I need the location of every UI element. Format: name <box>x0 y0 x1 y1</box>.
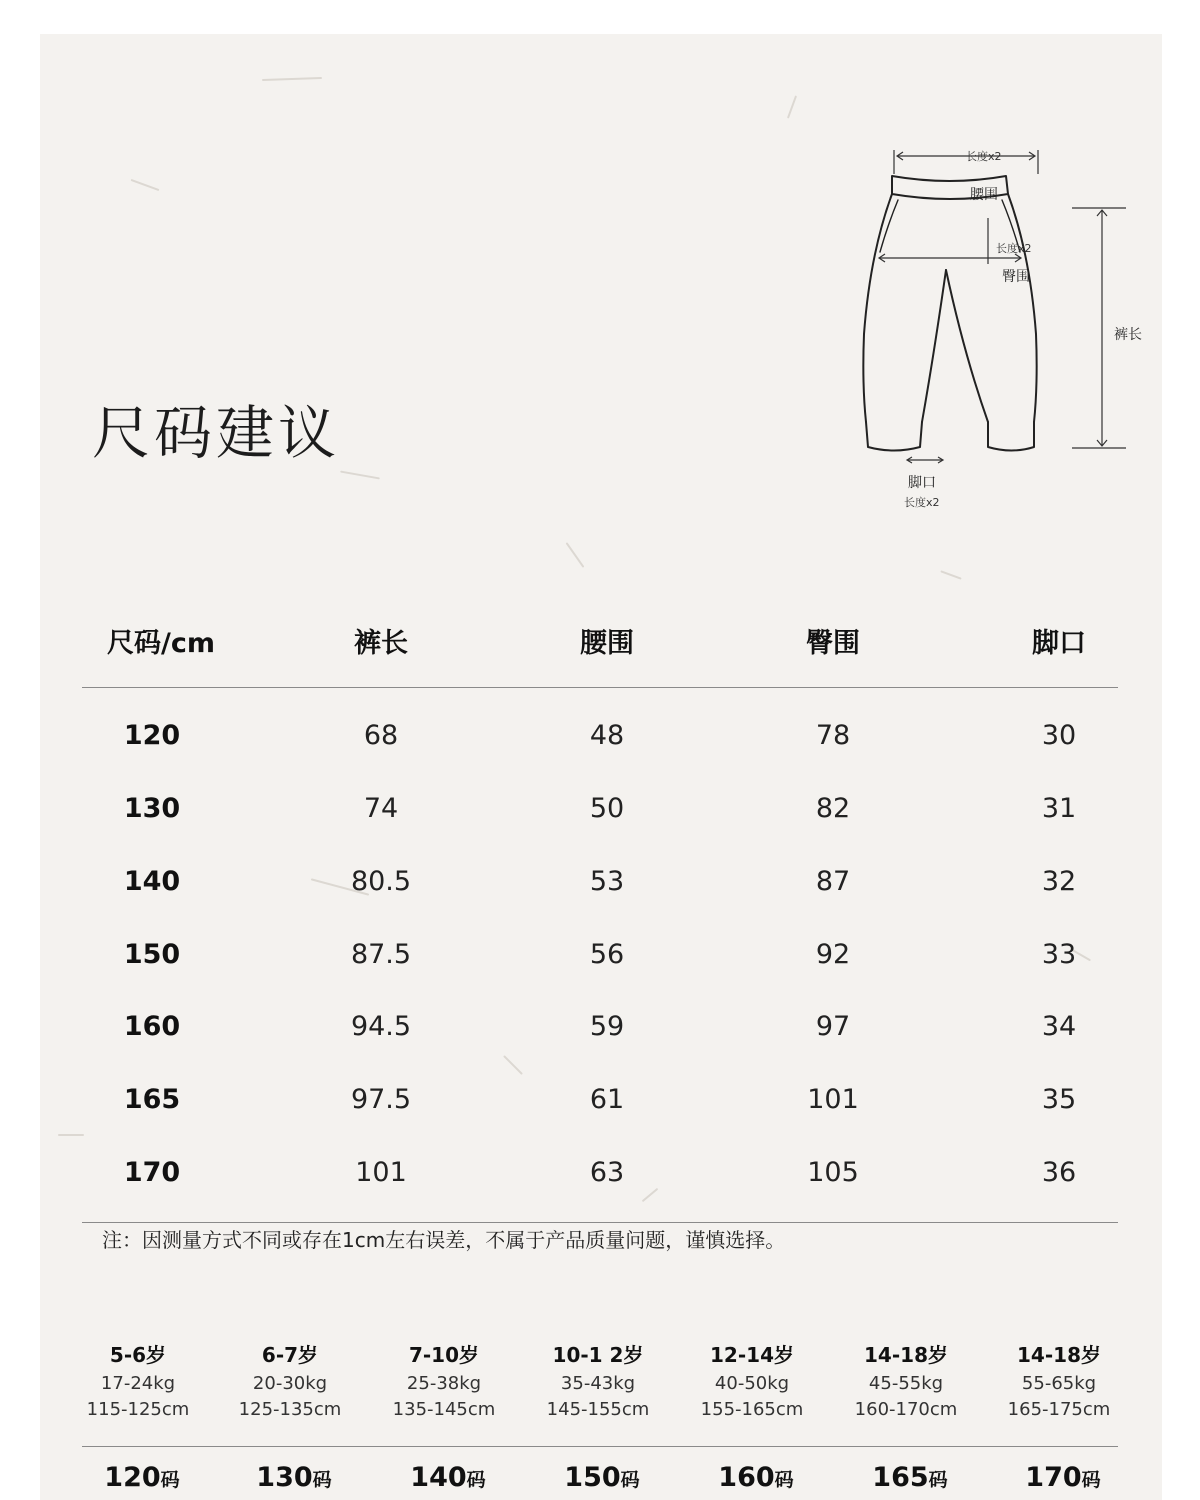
table-row <box>82 1157 1118 1230</box>
size-code <box>564 1462 639 1493</box>
hip-measure-note: 长度x2 <box>996 242 1032 255</box>
cell-hip: 92 <box>815 939 851 970</box>
size-number: 160 <box>718 1462 775 1493</box>
size-number: 165 <box>872 1462 929 1493</box>
cell-waist: 63 <box>589 1157 625 1188</box>
age-recommendations <box>82 1339 1118 1439</box>
table-row <box>82 939 1118 1012</box>
cell-length: 80.5 <box>350 866 412 897</box>
paper-fiber <box>566 542 585 568</box>
size-suffix: 码 <box>466 1469 486 1491</box>
size-suffix: 码 <box>774 1469 794 1491</box>
paper-fiber <box>58 1134 84 1136</box>
size-code <box>1025 1462 1100 1493</box>
weight-range: 25-38kg <box>406 1373 482 1394</box>
cell-length: 87.5 <box>350 939 412 970</box>
size-code <box>410 1462 485 1493</box>
age-range: 12-14岁 <box>710 1343 794 1367</box>
weight-range: 55-65kg <box>1021 1373 1097 1394</box>
recommended-sizes <box>82 1462 1118 1500</box>
cell-cuff: 34 <box>1041 1011 1077 1042</box>
cuff-measure-note: 长度x2 <box>904 496 940 509</box>
size-code <box>104 1462 179 1493</box>
cell-cuff: 36 <box>1041 1157 1077 1188</box>
size-suffix: 码 <box>160 1469 180 1491</box>
height-range: 155-165cm <box>700 1399 804 1420</box>
header-waist: 腰围 <box>580 628 634 659</box>
age-group <box>523 1339 673 1420</box>
cell-waist: 61 <box>589 1084 625 1115</box>
age-group <box>831 1339 981 1420</box>
height-range: 160-170cm <box>854 1399 958 1420</box>
hip-label: 臀围 <box>1002 269 1030 285</box>
cell-length: 97.5 <box>350 1084 412 1115</box>
size-code <box>872 1462 947 1493</box>
age-range: 7-10岁 <box>408 1343 480 1367</box>
age-group <box>369 1339 519 1420</box>
age-range: 14-18岁 <box>1017 1343 1101 1367</box>
cell-hip: 82 <box>815 793 851 824</box>
table-row <box>82 720 1118 793</box>
cell-waist: 48 <box>589 720 625 751</box>
cell-waist: 59 <box>589 1011 625 1042</box>
age-range: 5-6岁 <box>109 1343 167 1367</box>
weight-range: 17-24kg <box>100 1373 176 1394</box>
cell-cuff: 30 <box>1041 720 1077 751</box>
size-suffix: 码 <box>1081 1469 1101 1491</box>
weight-range: 40-50kg <box>714 1373 790 1394</box>
cell-size: 120 <box>123 720 181 751</box>
size-number: 130 <box>256 1462 313 1493</box>
age-range: 10-1 2岁 <box>552 1343 644 1367</box>
cell-cuff: 35 <box>1041 1084 1077 1115</box>
cell-hip: 105 <box>807 1157 859 1188</box>
size-table <box>82 579 1118 1223</box>
waist-measure-note: 长度x2 <box>966 150 1002 163</box>
pants-outline-icon <box>840 104 1140 514</box>
cell-hip: 101 <box>807 1084 859 1115</box>
cell-size: 140 <box>123 866 181 897</box>
cell-size: 150 <box>123 939 181 970</box>
cell-cuff: 32 <box>1041 866 1077 897</box>
cell-length: 68 <box>363 720 399 751</box>
cell-size: 160 <box>123 1011 181 1042</box>
paper-fiber <box>262 77 322 81</box>
cell-size: 170 <box>123 1157 181 1188</box>
weight-range: 35-43kg <box>560 1373 636 1394</box>
cell-hip: 87 <box>815 866 851 897</box>
size-number: 140 <box>410 1462 467 1493</box>
divider <box>82 1446 1118 1447</box>
size-number: 120 <box>104 1462 161 1493</box>
table-row <box>82 866 1118 939</box>
size-number: 170 <box>1025 1462 1082 1493</box>
page-title: 尺码建议 <box>92 399 341 467</box>
age-group <box>677 1339 827 1420</box>
header-length: 裤长 <box>354 628 408 659</box>
age-group <box>984 1339 1134 1420</box>
table-header <box>82 579 1118 688</box>
height-range: 125-135cm <box>238 1399 342 1420</box>
paper-fiber <box>787 95 797 118</box>
cell-hip: 97 <box>815 1011 851 1042</box>
cell-cuff: 33 <box>1041 939 1077 970</box>
cell-waist: 56 <box>589 939 625 970</box>
paper-fiber <box>131 179 160 191</box>
size-suffix: 码 <box>312 1469 332 1491</box>
size-code <box>256 1462 331 1493</box>
pants-measurement-diagram <box>840 104 1140 514</box>
length-label: 裤长 <box>1114 327 1142 343</box>
cell-length: 94.5 <box>350 1011 412 1042</box>
cell-length: 74 <box>363 793 399 824</box>
cell-hip: 78 <box>815 720 851 751</box>
cuff-label: 脚口 <box>908 475 936 491</box>
weight-range: 45-55kg <box>868 1373 944 1394</box>
size-number: 150 <box>564 1462 621 1493</box>
cell-waist: 53 <box>589 866 625 897</box>
age-range: 14-18岁 <box>864 1343 948 1367</box>
size-guide-card <box>40 34 1162 1500</box>
height-range: 165-175cm <box>1007 1399 1111 1420</box>
weight-range: 20-30kg <box>252 1373 328 1394</box>
size-suffix: 码 <box>928 1469 948 1491</box>
header-size: 尺码/cm <box>107 628 215 659</box>
height-range: 115-125cm <box>86 1399 190 1420</box>
age-group <box>63 1339 213 1420</box>
cell-waist: 50 <box>589 793 625 824</box>
cell-cuff: 31 <box>1041 793 1077 824</box>
waist-label: 腰围 <box>970 187 998 203</box>
table-row <box>82 1084 1118 1157</box>
table-row <box>82 793 1118 866</box>
table-row <box>82 1011 1118 1084</box>
paper-fiber <box>340 471 380 480</box>
header-cuff: 脚口 <box>1032 628 1086 659</box>
height-range: 135-145cm <box>392 1399 496 1420</box>
age-group <box>215 1339 365 1420</box>
age-range: 6-7岁 <box>261 1343 319 1367</box>
header-hip: 臀围 <box>806 628 860 659</box>
cell-size: 130 <box>123 793 181 824</box>
table-body <box>82 688 1118 1223</box>
size-suffix: 码 <box>620 1469 640 1491</box>
cell-length: 101 <box>355 1157 407 1188</box>
size-code <box>718 1462 793 1493</box>
cell-size: 165 <box>123 1084 181 1115</box>
height-range: 145-155cm <box>546 1399 650 1420</box>
measurement-note: 注：因测量方式不同或存在1cm左右误差，不属于产品质量问题，谨慎选择。 <box>102 1228 786 1252</box>
